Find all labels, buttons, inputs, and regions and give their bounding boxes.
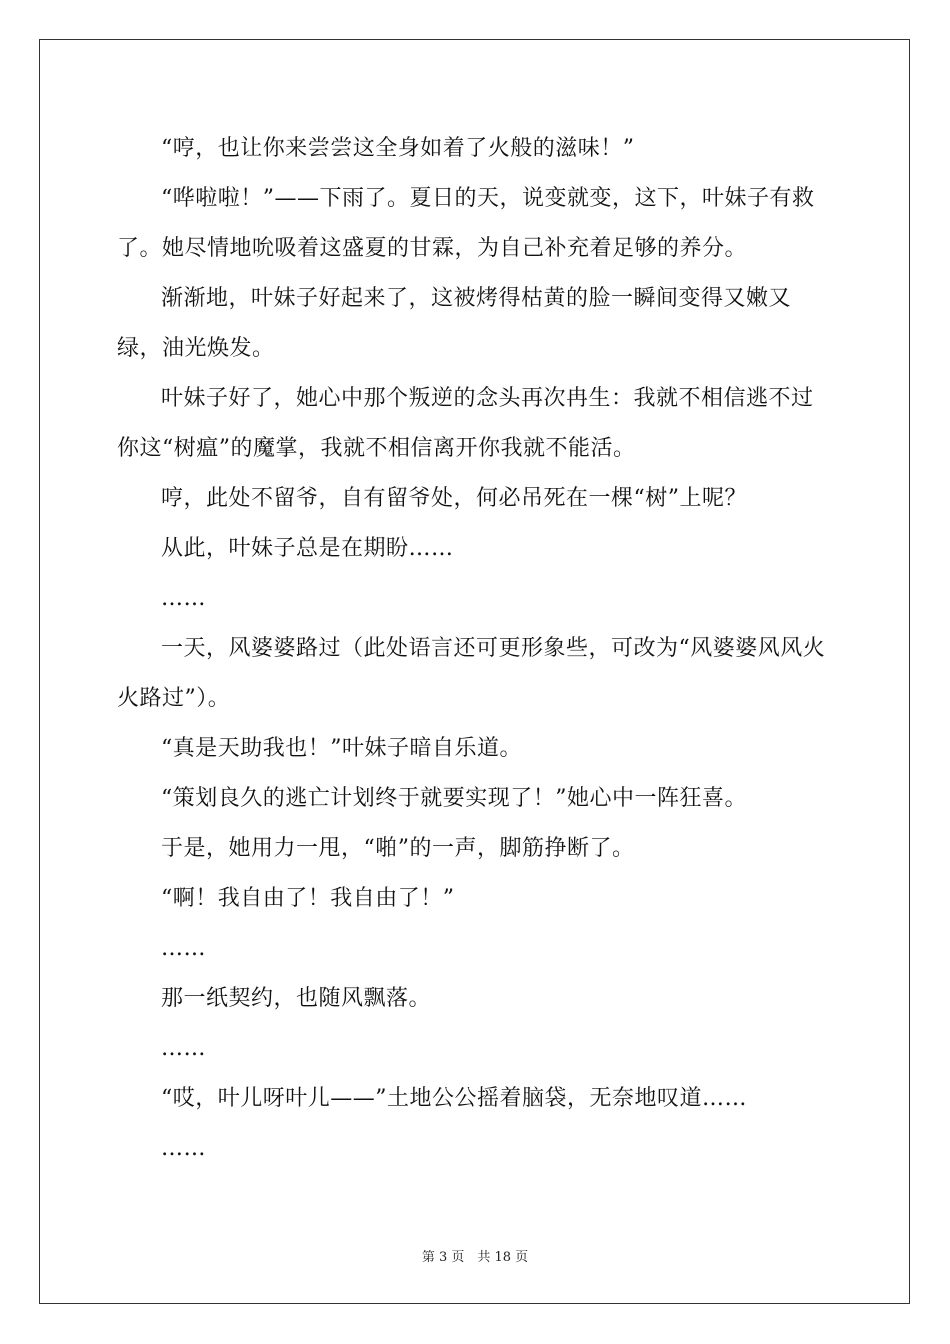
paragraph: “哼，也让你来尝尝这全身如着了火般的滋味！” <box>161 136 635 161</box>
paragraph: 于是，她用力一甩，“啪”的一声，脚筋挣断了。 <box>161 836 635 861</box>
page-number-footer: 第 3 页 共 18 页 <box>421 1250 529 1265</box>
paragraph: 渐渐地，叶妹子好起来了，这被烤得枯黄的脸一瞬间变得又嫩又绿，油光焕发。 <box>117 286 792 361</box>
document-body <box>117 124 835 1174</box>
paragraph: “策划良久的逃亡计划终于就要实现了！”她心中一阵狂喜。 <box>161 786 747 811</box>
paragraph: “真是天助我也！”叶妹子暗自乐道。 <box>161 736 522 761</box>
paragraph: “啊！我自由了！我自由了！” <box>161 886 455 911</box>
paragraph: 那一纸契约，也随风飘落。 <box>161 986 432 1011</box>
paragraph: “哗啦啦！”——下雨了。夏日的天，说变就变，这下，叶妹子有救了。她尽情地吮吸着这盛夏的甘霖，为自己补充着足够的养分。 <box>117 186 815 261</box>
paragraph: 哼，此处不留爷，自有留爷处，何必吊死在一棵“树”上呢？ <box>161 486 747 511</box>
paragraph: …… <box>161 1036 206 1061</box>
paragraph: …… <box>161 936 206 961</box>
paragraph: 从此，叶妹子总是在期盼…… <box>161 536 454 561</box>
paragraph: “哎，叶儿呀叶儿——”土地公公摇着脑袋，无奈地叹道…… <box>161 1086 747 1111</box>
paragraph: …… <box>161 586 206 611</box>
paragraph: …… <box>161 1136 206 1161</box>
paragraph: 一天，风婆婆路过（此处语言还可更形象些，可改为“风婆婆风风火火路过”）。 <box>117 636 826 711</box>
paragraph: 叶妹子好了，她心中那个叛逆的念头再次冉生：我就不相信逃不过你这“树瘟”的魔掌，我就不相信离开你我就不能活。 <box>117 386 814 461</box>
